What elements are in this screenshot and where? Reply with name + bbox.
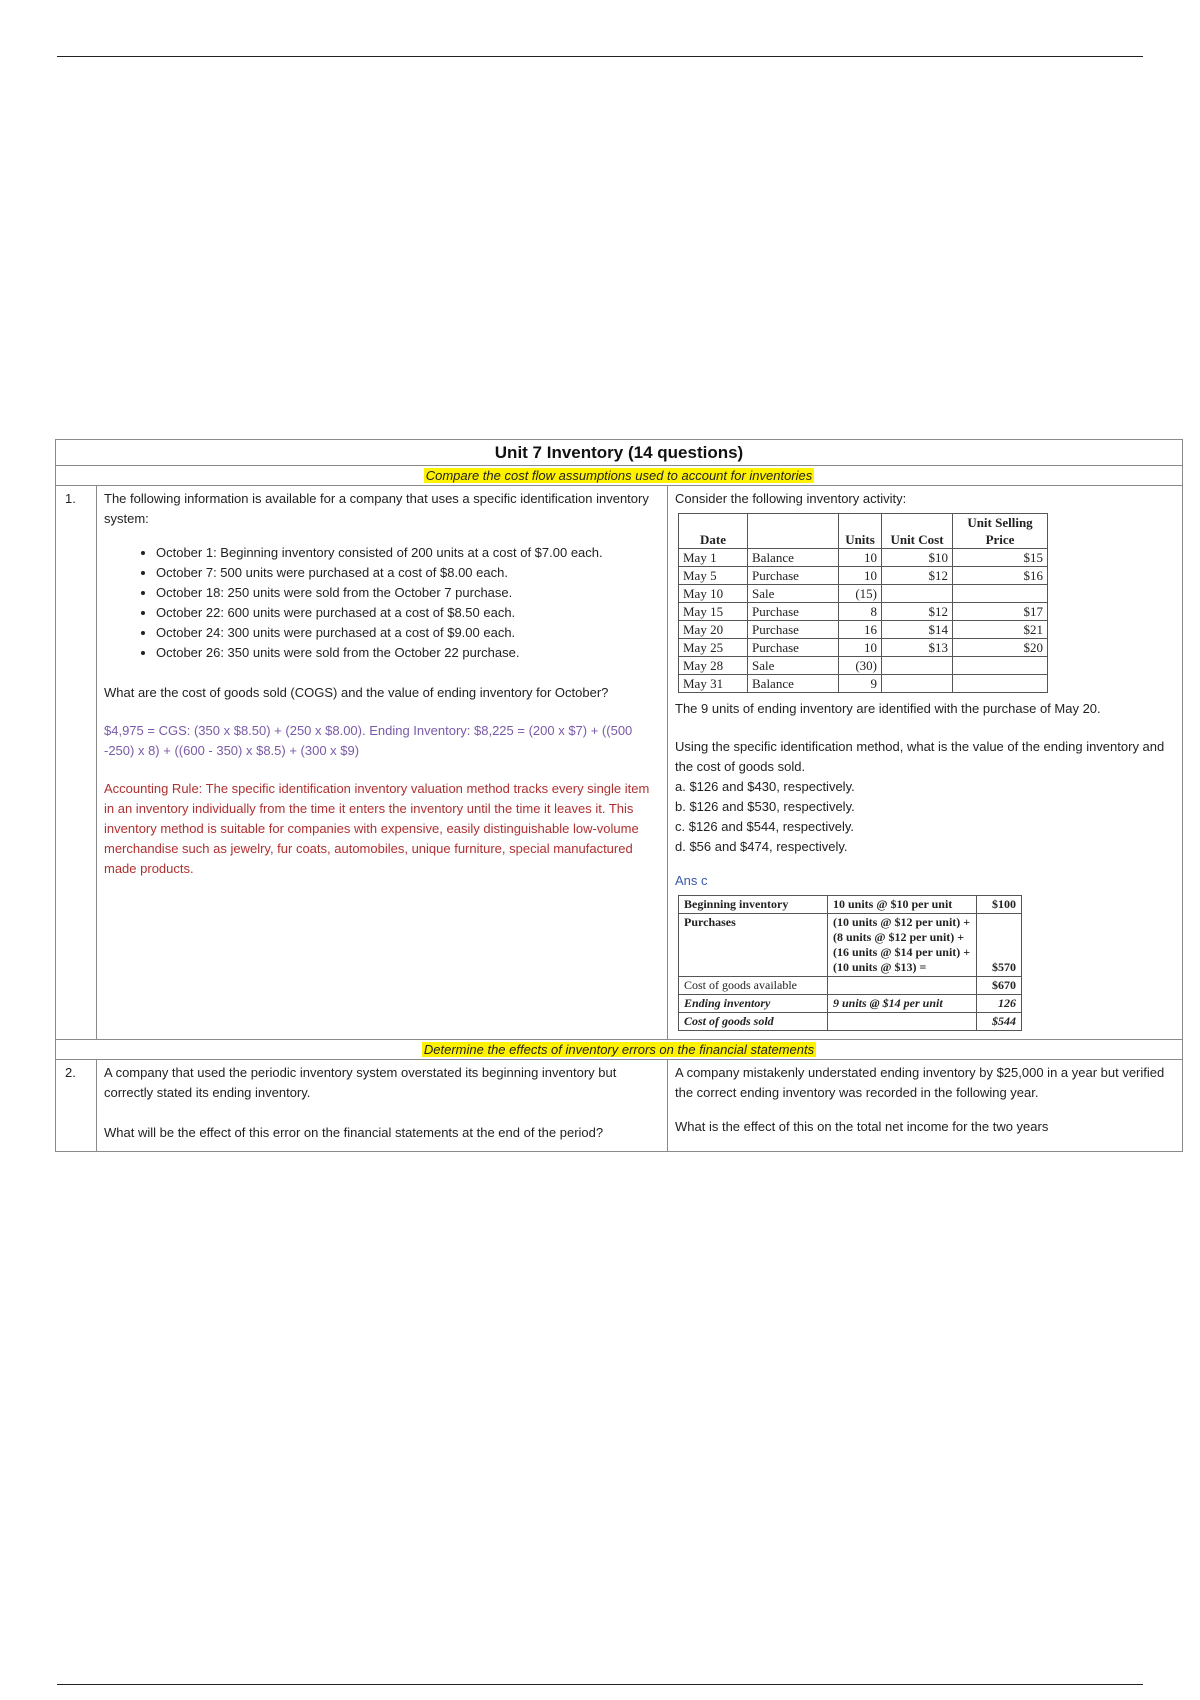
cell bbox=[828, 1013, 977, 1031]
cell: Cost of goods sold bbox=[679, 1013, 828, 1031]
table-row bbox=[679, 603, 1048, 621]
cell: 10 bbox=[839, 549, 882, 567]
q2-right-question: What is the effect of this on the total net income for the two years bbox=[675, 1119, 1049, 1134]
cell: May 1 bbox=[679, 549, 748, 567]
q1-left-intro: The following information is available for a company that uses a specific identification inventory system: bbox=[104, 491, 649, 526]
table-row bbox=[679, 567, 1048, 585]
cell: Sale bbox=[748, 585, 839, 603]
cell: (15) bbox=[839, 585, 882, 603]
topic-2-highlight: Determine the effects of inventory errors on the financial statements bbox=[423, 1042, 815, 1057]
cell: Purchases bbox=[679, 914, 828, 977]
q1-left-answer: $4,975 = CGS: (350 x $8.50) + (250 x $8.00). Ending Inventory: $8,225 = (200 x $7) + ((500 -250) x 8) + ((600 - 350) x $8.5) + (300 x $9) bbox=[104, 723, 633, 758]
cell bbox=[882, 675, 953, 693]
cell: Purchase bbox=[748, 639, 839, 657]
cell: May 10 bbox=[679, 585, 748, 603]
cell: 10 bbox=[839, 567, 882, 585]
cell: Ending inventory bbox=[679, 995, 828, 1013]
topic-row-2 bbox=[56, 1040, 1182, 1060]
cell: May 25 bbox=[679, 639, 748, 657]
cell: $16 bbox=[953, 567, 1048, 585]
cell: (10 units @ $12 per unit) + (8 units @ $12 per unit) + (16 units @ $14 per unit) + (10 units @ $13) = bbox=[828, 914, 977, 977]
question-number: 1. bbox=[56, 486, 97, 1039]
table-row bbox=[679, 675, 1048, 693]
cell bbox=[953, 585, 1048, 603]
q1-accounting-rule: Accounting Rule: The specific identification inventory valuation method tracks every single item in an inventory individually from the time it enters the inventory until the time it leaves it. This inventory method is suitable for companies with expensive, easily distinguishable low-volume merchandise such as jewelry, fur coats, automobiles, unique furniture, special manufactured made products. bbox=[104, 781, 650, 876]
cell: $13 bbox=[882, 639, 953, 657]
q2-left-question: What will be the effect of this error on the financial statements at the end of the period? bbox=[104, 1125, 604, 1140]
cell: Balance bbox=[748, 549, 839, 567]
question-number: 2. bbox=[56, 1060, 97, 1151]
cell: $15 bbox=[953, 549, 1048, 567]
cell bbox=[953, 657, 1048, 675]
cell: Balance bbox=[748, 675, 839, 693]
list-item: • October 26: 350 units were sold from the October 22 purchase. bbox=[156, 643, 659, 663]
sheet-title: Unit 7 Inventory (14 questions) bbox=[56, 440, 1182, 466]
cell: Purchase bbox=[748, 603, 839, 621]
cell: $20 bbox=[953, 639, 1048, 657]
list-item: • October 7: 500 units were purchased at a cost of $8.00 each. bbox=[156, 563, 659, 583]
table-row bbox=[679, 1013, 1022, 1031]
q1-right-note: The 9 units of ending inventory are identified with the purchase of May 20. bbox=[675, 701, 1101, 716]
table-row bbox=[679, 585, 1048, 603]
cell: $12 bbox=[882, 567, 953, 585]
q1-left-cell bbox=[97, 486, 668, 1039]
cell: 10 bbox=[839, 639, 882, 657]
list-item: • October 1: Beginning inventory consisted of 200 units at a cost of $7.00 each. bbox=[156, 543, 659, 563]
footer-rule bbox=[57, 1684, 1143, 1685]
cell: $544 bbox=[977, 1013, 1022, 1031]
question-row-1 bbox=[56, 486, 1182, 1040]
table-row bbox=[679, 914, 1022, 977]
cell: Purchase bbox=[748, 621, 839, 639]
table-row bbox=[679, 639, 1048, 657]
q2-left-cell bbox=[97, 1060, 668, 1151]
table-row bbox=[679, 657, 1048, 675]
table-row bbox=[679, 977, 1022, 995]
col-header-type bbox=[748, 514, 839, 549]
topic-1-highlight: Compare the cost flow assumptions used to account for inventories bbox=[425, 468, 813, 483]
list-item: • October 18: 250 units were sold from the October 7 purchase. bbox=[156, 583, 659, 603]
question-row-2 bbox=[56, 1060, 1182, 1151]
cell: (30) bbox=[839, 657, 882, 675]
cell bbox=[882, 657, 953, 675]
cell: Purchase bbox=[748, 567, 839, 585]
cell: 9 bbox=[839, 675, 882, 693]
cell: $12 bbox=[882, 603, 953, 621]
cell: 16 bbox=[839, 621, 882, 639]
cell: May 15 bbox=[679, 603, 748, 621]
cell bbox=[828, 977, 977, 995]
q2-left-text: A company that used the periodic inventory system overstated its beginning inventory but correctly stated its ending inventory. bbox=[104, 1065, 617, 1100]
list-item: • October 24: 300 units were purchased at a cost of $9.00 each. bbox=[156, 623, 659, 643]
cell: Sale bbox=[748, 657, 839, 675]
col-header-date: Date bbox=[679, 514, 748, 549]
cell: $10 bbox=[882, 549, 953, 567]
q1-right-question: Using the specific identification method, what is the value of the ending inventory and the cost of goods sold. bbox=[675, 739, 1165, 774]
cell bbox=[953, 675, 1048, 693]
col-header-unit-cost: Unit Cost bbox=[882, 514, 953, 549]
cell: $100 bbox=[977, 896, 1022, 914]
col-header-units: Units bbox=[839, 514, 882, 549]
inventory-question-sheet bbox=[55, 439, 1183, 1152]
cell: $670 bbox=[977, 977, 1022, 995]
cell: $21 bbox=[953, 621, 1048, 639]
cell: Cost of goods available bbox=[679, 977, 828, 995]
inventory-activity-table bbox=[678, 513, 1048, 693]
cell: 8 bbox=[839, 603, 882, 621]
option-b: b. $126 and $530, respectively. bbox=[675, 799, 855, 814]
cell: 126 bbox=[977, 995, 1022, 1013]
cell: May 5 bbox=[679, 567, 748, 585]
cell: $570 bbox=[977, 914, 1022, 977]
q1-right-intro: Consider the following inventory activity: bbox=[675, 491, 907, 506]
q2-right-cell bbox=[668, 1060, 1182, 1151]
cell: 9 units @ $14 per unit bbox=[828, 995, 977, 1013]
q2-right-text: A company mistakenly understated ending inventory by $25,000 in a year but verified the correct ending inventory was recorded in the following year. bbox=[675, 1065, 1165, 1100]
option-a: a. $126 and $430, respectively. bbox=[675, 779, 855, 794]
answer-calculation-table bbox=[678, 895, 1022, 1031]
cell: 10 units @ $10 per unit bbox=[828, 896, 977, 914]
cell: $17 bbox=[953, 603, 1048, 621]
cell: $14 bbox=[882, 621, 953, 639]
q1-bullet-list bbox=[104, 543, 659, 663]
q1-right-cell bbox=[668, 486, 1182, 1039]
table-row bbox=[679, 621, 1048, 639]
table-header-row bbox=[679, 514, 1048, 549]
answer-label: Ans c bbox=[675, 873, 708, 888]
topic-row-1 bbox=[56, 466, 1182, 486]
option-c: c. $126 and $544, respectively. bbox=[675, 819, 854, 834]
cell: May 28 bbox=[679, 657, 748, 675]
header-rule bbox=[57, 56, 1143, 57]
table-row bbox=[679, 896, 1022, 914]
list-item: • October 22: 600 units were purchased at a cost of $8.50 each. bbox=[156, 603, 659, 623]
cell: May 31 bbox=[679, 675, 748, 693]
cell: Beginning inventory bbox=[679, 896, 828, 914]
cell: May 20 bbox=[679, 621, 748, 639]
option-d: d. $56 and $474, respectively. bbox=[675, 839, 848, 854]
table-row bbox=[679, 995, 1022, 1013]
cell bbox=[882, 585, 953, 603]
q1-left-question: What are the cost of goods sold (COGS) and the value of ending inventory for October? bbox=[104, 685, 609, 700]
col-header-selling-price: Unit Selling Price bbox=[953, 514, 1048, 549]
table-row bbox=[679, 549, 1048, 567]
